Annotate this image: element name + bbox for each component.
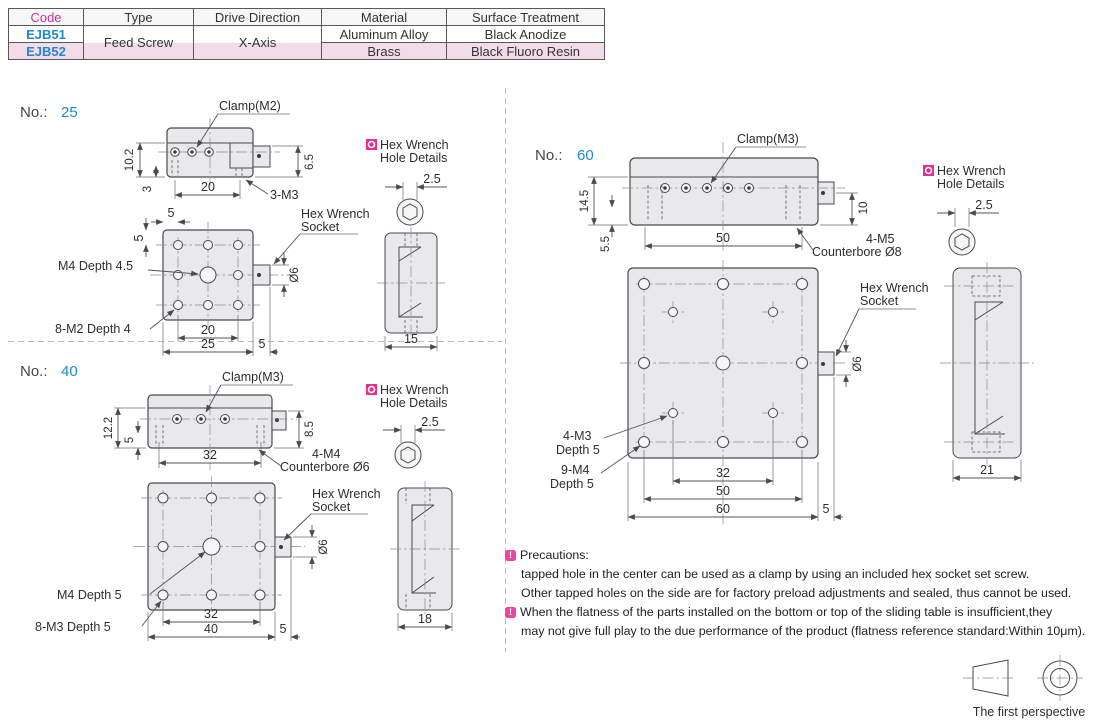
cell-code-ejb51: EJB51 — [9, 26, 84, 43]
hex-detail-title-1: Hex Wrench — [380, 138, 449, 152]
hex-detail-bullet-icon — [923, 165, 934, 176]
no40-top-view — [35, 476, 381, 641]
precautions-line — [505, 622, 1105, 641]
inner-holes-label-1: 4-M3 — [563, 429, 592, 443]
hex-detail-title-2: Hole Details — [380, 151, 448, 165]
inner-holes-label-2: Depth 5 — [556, 443, 600, 457]
no60-hex-detail — [923, 164, 1034, 482]
tap-label: 3-M3 — [270, 188, 299, 202]
dim-screw-span: 20 — [201, 180, 215, 194]
header-code: Code — [9, 9, 84, 26]
no25-hex-detail — [366, 138, 449, 351]
warning-icon: ! — [505, 550, 516, 561]
dim-lip: 3 — [142, 185, 154, 193]
cell-type: Feed Screw — [84, 26, 194, 60]
no60-side-view — [579, 132, 902, 259]
hex-block-width: 21 — [980, 463, 994, 477]
hex-detail-title-1: Hex Wrench — [937, 164, 1006, 178]
dim-screw-span: 50 — [716, 231, 730, 245]
no40-hex-detail — [366, 383, 462, 631]
section-no60 — [535, 132, 1034, 526]
dim-span: 50 — [716, 484, 730, 498]
no25-side-view — [124, 99, 316, 202]
dim-width: 60 — [716, 502, 730, 516]
dim-height: 10.2 — [124, 148, 136, 172]
header-type: Type — [84, 9, 194, 26]
dim-knob-height: 10 — [858, 201, 870, 215]
hex-detail-bullet-icon — [366, 384, 377, 395]
hex-block-width: 15 — [404, 332, 418, 346]
tap-label-1: 4-M5 — [866, 232, 895, 246]
header-material: Material — [322, 9, 447, 26]
grid-holes-label-1: 9-M4 — [561, 463, 590, 477]
header-surface-treatment: Surface Treatment — [447, 9, 605, 26]
precautions-title: Precautions: — [520, 548, 589, 562]
cell-material-ejb51: Aluminum Alloy — [322, 26, 447, 43]
dim-screw-span: 32 — [203, 448, 217, 462]
hex-block-width: 18 — [418, 612, 432, 626]
dim-height: 12.2 — [103, 416, 115, 440]
section-label-prefix: No.: — [20, 104, 48, 121]
tap-label-2: Counterbore Ø6 — [280, 460, 370, 474]
dim-knob-width: 5 — [822, 502, 830, 516]
cell-surface-ejb52: Black Fluoro Resin — [447, 43, 605, 60]
dim-width: 25 — [201, 337, 215, 351]
socket-label-1: Hex Wrench — [860, 281, 929, 295]
cell-drive-direction: X-Axis — [194, 26, 322, 60]
clamp-label: Clamp(M3) — [737, 132, 799, 146]
dim-knob-height: 8.5 — [304, 421, 316, 437]
hex-detail-title-2: Hole Details — [380, 396, 448, 410]
section-no25 — [20, 99, 449, 356]
center-hole-label: M4 Depth 5 — [57, 588, 122, 602]
precautions-title-row — [505, 546, 1105, 565]
knob-diameter: Ø6 — [289, 267, 301, 283]
socket-label-1: Hex Wrench — [312, 487, 381, 501]
cell-surface-ejb51: Black Anodize — [447, 26, 605, 43]
no40-side-view — [103, 370, 370, 474]
tap-label-2: Counterbore Ø8 — [812, 245, 902, 259]
section-number: 60 — [577, 147, 594, 164]
hex-width-dim: 2.5 — [421, 415, 439, 429]
knob-diameter: Ø6 — [852, 356, 864, 372]
section-number: 40 — [61, 363, 78, 380]
hex-detail-bullet-icon — [366, 139, 377, 150]
no25-top-view — [55, 206, 370, 356]
first-perspective-label: The first perspective — [972, 705, 1086, 719]
precautions-text-1: tapped hole in the center can be used as a clamp by using an included hex socket set screw. — [521, 567, 1030, 581]
socket-label-1: Hex Wrench — [301, 207, 370, 221]
hex-width-dim: 2.5 — [975, 198, 993, 212]
dim-hole-offset-y: 5 — [132, 234, 146, 242]
precautions-line — [505, 603, 1105, 622]
dim-span: 32 — [204, 607, 218, 621]
precautions-block — [505, 546, 1105, 641]
socket-label-2: Socket — [312, 500, 351, 514]
socket-label-2: Socket — [860, 294, 899, 308]
corner-holes-label: 8-M3 Depth 5 — [35, 620, 111, 634]
dim-lip: 5.5 — [600, 236, 612, 252]
section-no40 — [20, 363, 462, 641]
precautions-text-4: may not give full play to the due performance of the product (flatness reference standard:Within 10μm). — [521, 624, 1086, 638]
corner-holes-label: 8-M2 Depth 4 — [55, 322, 131, 336]
cell-code-ejb52: EJB52 — [9, 43, 84, 60]
precautions-text-2: Other tapped holes on the side are for factory preload adjustments and sealed, thus cannot be used. — [521, 586, 1072, 600]
dim-hole-offset-x: 5 — [167, 206, 175, 220]
socket-label-2: Socket — [301, 220, 340, 234]
center-hole-label: M4 Depth 4.5 — [58, 259, 134, 273]
tap-label-1: 4-M4 — [312, 447, 341, 461]
section-label-prefix: No.: — [20, 363, 48, 380]
dim-knob-width: 5 — [258, 337, 266, 351]
dim-knob-width: 5 — [279, 622, 287, 636]
hex-detail-title-1: Hex Wrench — [380, 383, 449, 397]
section-number: 25 — [61, 104, 78, 121]
dim-lip: 5 — [124, 436, 136, 444]
cell-material-ejb52: Brass — [322, 43, 447, 60]
precautions-line — [505, 565, 1105, 584]
grid-holes-label-2: Depth 5 — [550, 477, 594, 491]
knob-diameter: Ø6 — [318, 539, 330, 555]
hex-width-dim: 2.5 — [423, 172, 441, 186]
precautions-line — [505, 584, 1105, 603]
clamp-label: Clamp(M2) — [219, 99, 281, 113]
no60-top-view — [550, 260, 929, 526]
precautions-text-3: When the flatness of the parts installed on the bottom or top of the sliding table is insufficient,they — [520, 605, 1053, 619]
dim-knob-height: 6.5 — [304, 154, 316, 170]
section-label-prefix: No.: — [535, 147, 563, 164]
warning-icon: ! — [505, 607, 516, 618]
dim-span: 20 — [201, 323, 215, 337]
dim-height: 14.5 — [579, 189, 591, 213]
clamp-label: Clamp(M3) — [222, 370, 284, 384]
hex-detail-title-2: Hole Details — [937, 177, 1005, 191]
first-perspective-symbol — [963, 655, 1085, 719]
dim-width: 40 — [204, 622, 218, 636]
header-drive-direction: Drive Direction — [194, 9, 322, 26]
dim-inner-span: 32 — [716, 466, 730, 480]
